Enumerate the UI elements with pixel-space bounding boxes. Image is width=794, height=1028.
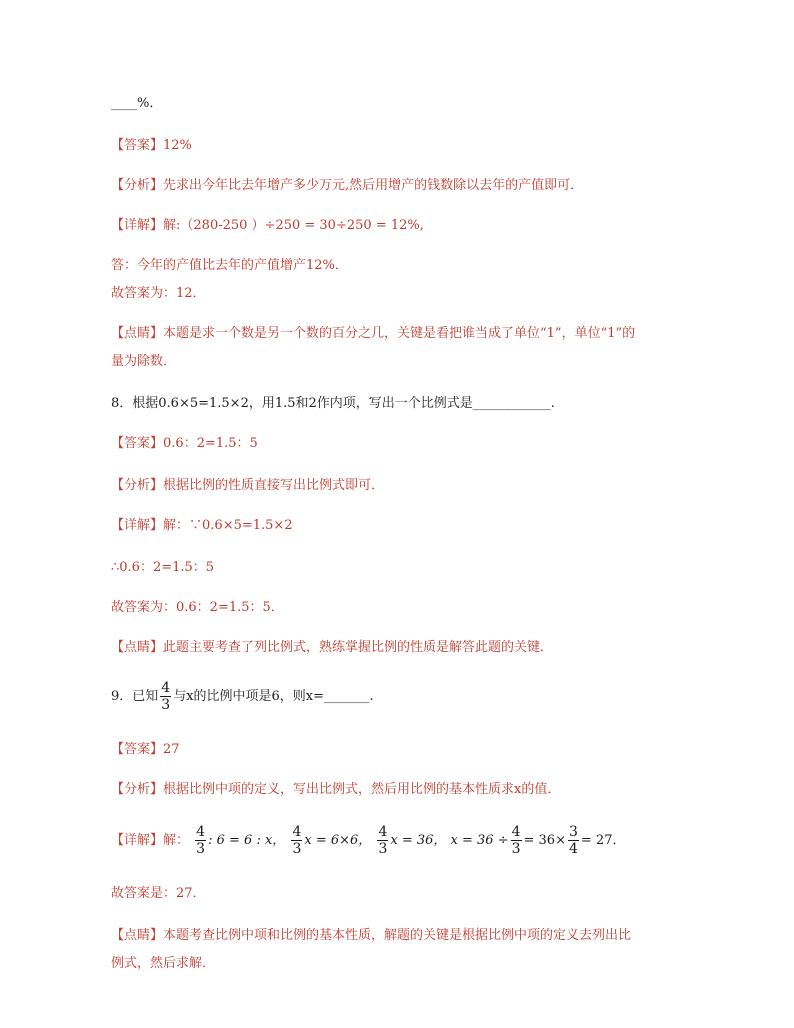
analysis-tag: 【分析】 [111,178,164,193]
comment-tag: 【点睛】 [111,928,164,943]
q8-detail-row [111,517,293,535]
q7-answer-row [111,137,192,155]
eq1-den: 3 [196,841,206,857]
q7-analysis: 先求出今年比去年增产多少万元,然后用增产的钱数除以去年的产值即可． [163,178,584,193]
eq4-fraction-a [511,824,522,857]
q9-detail-prefix: 解： [163,833,190,848]
eq1-fraction [195,824,206,857]
eq4b-num: 3 [568,824,578,840]
eq4-fraction-b [568,824,579,857]
q8-final: 故答案为：0.6：2=1.5：5． [111,600,284,615]
q8-comment-row [111,639,553,657]
q7-comment-line1: 本题是求一个数是另一个数的百分之几，关键是看把谁当成了单位“1”，单位“1”的 [163,326,636,341]
q9-comment-line1: 本题考查比例中项和比例的基本性质，解题的关键是根据比例中项的定义去列出比 [163,928,632,943]
q9-final: 故答案是：27． [111,886,206,901]
q9-frac-num: 4 [161,680,171,696]
q9-prefix: 9．已知 [111,689,159,704]
q9-frac-den: 3 [161,697,171,713]
eq2-den: 3 [292,841,302,857]
q7-final: 故答案为：12． [111,286,206,301]
detail-tag: 【详解】 [111,833,164,848]
answer-tag: 【答案】 [111,742,164,757]
eq2-tail: x = 6×6， [304,833,372,848]
analysis-tag: 【分析】 [111,782,164,797]
q9-comment-row [111,927,631,945]
q9-comment-line2: 例式，然后求解． [111,956,216,971]
q7-comment-row [111,325,635,343]
q9-question [111,680,374,714]
eq4a-num: 4 [511,824,521,840]
q7-comment-line2: 量为除数． [111,354,177,369]
comment-tag: 【点睛】 [111,640,164,655]
q8-question: 8．根据0.6×5=1.5×2，用1.5和2作内项，写出一个比例式是____________. [111,396,555,411]
eq4-mid: = 36× [523,833,566,848]
answer-tag: 【答案】 [111,436,164,451]
eq4-tail: = 27． [580,833,626,848]
q8-answer: 0.6：2=1.5：5 [163,436,258,451]
q7-analysis-row [111,177,583,195]
comment-tag: 【点睛】 [111,326,164,341]
q9-analysis: 根据比例中项的定义，写出比例式，然后用比例的基本性质求x的值． [163,782,561,797]
q7-answer: 12% [163,138,192,153]
eq3-tail: x = 36， [390,833,447,848]
q9-fraction [160,680,171,713]
q7-detail: 解:（280-250 ）÷250 = 30÷250 = 12%, [163,218,424,233]
q8-analysis: 根据比例的性质直接写出比例式即可． [163,478,385,493]
eq4b-den: 4 [568,841,578,857]
detail-tag: 【详解】 [111,218,164,233]
q7-blank-tail: ____%． [111,96,163,111]
eq2-num: 4 [292,824,302,840]
q8-therefore: ∴0.6：2=1.5：5 [111,560,215,575]
q8-analysis-row [111,477,384,495]
eq4-head: x = 36 ÷ [450,833,509,848]
q9-analysis-row [111,781,560,799]
eq3-den: 3 [378,841,388,857]
q9-detail-row [111,823,625,859]
eq1-tail: : 6 = 6 : x， [208,833,286,848]
eq1-num: 4 [196,824,206,840]
q7-detail-row [111,217,424,235]
q8-answer-row [111,435,258,453]
q8-comment: 此题主要考查了列比例式，熟练掌握比例的性质是解答此题的关键． [163,640,554,655]
analysis-tag: 【分析】 [111,478,164,493]
eq4a-den: 3 [511,841,521,857]
q8-detail: 解：∵0.6×5=1.5×2 [163,518,293,533]
q9-answer: 27 [163,742,180,757]
eq3-fraction [377,824,388,857]
eq2-fraction [291,824,302,857]
detail-tag: 【详解】 [111,518,164,533]
q7-reply: 答：今年的产值比去年的产值增产12%． [111,258,348,273]
q9-suffix: 与x的比例中项是6，则x=_______. [173,689,374,704]
eq3-num: 4 [378,824,388,840]
answer-tag: 【答案】 [111,138,164,153]
q9-answer-row [111,741,180,759]
